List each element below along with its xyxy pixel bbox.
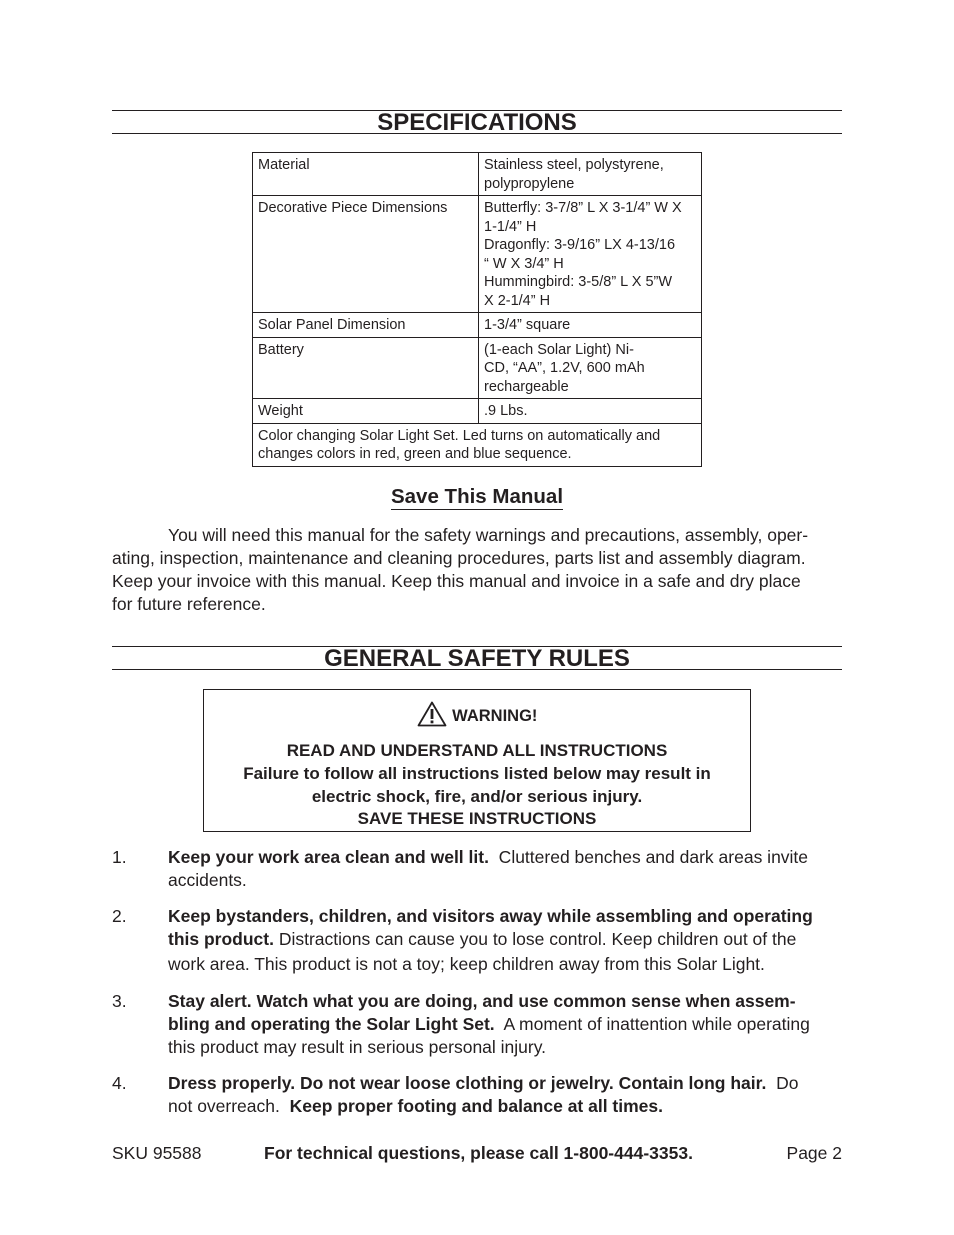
rule-number: 1. [112, 847, 127, 867]
rule-bold-text: this product. [168, 929, 274, 949]
warning-line: Failure to follow all instructions listed below may result in [243, 764, 711, 783]
spec-note-line: changes colors in red, green and blue sequence. [258, 446, 572, 462]
spec-label: Weight [253, 399, 479, 424]
spec-value-line: .9 Lbs. [484, 403, 528, 419]
page-footer [112, 1143, 842, 1167]
spec-value-line: CD, “AA”, 1.2V, 600 mAh [484, 360, 645, 376]
spec-label: Solar Panel Dimension [253, 313, 479, 338]
warning-heading [204, 701, 750, 729]
warning-line: READ AND UNDERSTAND ALL INSTRUCTIONS [286, 741, 668, 760]
warning-line: electric shock, fire, and/or serious injury. [311, 787, 643, 806]
rule-number: 4. [112, 1073, 127, 1093]
paragraph-line: Keep your invoice with this manual. Keep this manual and invoice in a safe and dry place [112, 571, 801, 591]
rule-bold-text: bling and operating the Solar Light Set. [168, 1014, 495, 1034]
rule-text: Distractions can cause you to lose control. Keep children out of the [273, 929, 797, 949]
table-row [253, 153, 702, 196]
warning-box [203, 689, 751, 832]
rule-body [168, 990, 842, 1059]
rule-text: Do [766, 1073, 799, 1093]
spec-value-line: Stainless steel, polystyrene, [484, 157, 664, 173]
rule-bold-text: Stay alert. Watch what you are doing, and use common sense when assem- [168, 991, 796, 1011]
rule-body [168, 846, 842, 892]
spec-value-line: Hummingbird: 3-5/8” L X 5”W [484, 274, 673, 290]
specifications-table [252, 152, 702, 467]
spec-value-line: Dragonfly: 3-9/16” LX 4-13/16 [484, 237, 676, 253]
table-row [253, 337, 702, 399]
spec-value [479, 196, 702, 313]
paragraph-line: You will need this manual for the safety warnings and precautions, assembly, oper- [168, 525, 809, 545]
general-safety-header [112, 646, 842, 670]
save-manual-title: Save This Manual [390, 485, 564, 508]
spec-value-line: rechargeable [484, 378, 569, 395]
spec-value [479, 313, 702, 338]
rule-text: not overreach. [168, 1096, 290, 1116]
rule-number: 3. [112, 991, 127, 1011]
tech-support-text: For technical questions, please call 1-800-444-3353. [264, 1143, 693, 1163]
table-row [253, 423, 702, 466]
rule-body [168, 1072, 842, 1118]
rule-line [168, 928, 842, 951]
spec-label: Material [253, 153, 479, 196]
spec-value-line: polypropylene [484, 175, 575, 192]
save-instructions-text: SAVE THESE INSTRUCTIONS [357, 809, 597, 828]
table-row [253, 196, 702, 313]
rule-line [168, 990, 842, 1013]
table-row [253, 313, 702, 338]
spec-value-line: 1-1/4” H [484, 218, 537, 235]
rule-text: A moment of inattention while operating [494, 1014, 810, 1034]
save-manual-heading [0, 485, 954, 509]
rule-line [168, 1013, 842, 1036]
spec-value-line: X 2-1/4” H [484, 292, 551, 309]
rule-line: accidents. [168, 870, 247, 890]
warning-text [204, 739, 750, 830]
rule-line [168, 1095, 842, 1118]
paragraph-line: for future reference. [112, 594, 266, 614]
spec-label: Battery [253, 337, 479, 399]
page-number: Page 2 [786, 1143, 842, 1163]
spec-value-line: 1-3/4” square [484, 317, 571, 333]
rule-line: this product may result in serious personal injury. [168, 1037, 547, 1057]
save-manual-paragraph [112, 524, 842, 616]
spec-value [479, 153, 702, 196]
spec-note-line: Color changing Solar Light Set. Led turns on automatically and [258, 427, 661, 444]
rule-bold-text: Dress properly. Do not wear loose clothing or jewelry. Contain long hair. [168, 1073, 767, 1093]
warning-triangle-icon [417, 707, 453, 725]
general-safety-title: GENERAL SAFETY RULES [324, 645, 630, 672]
paragraph-line: ating, inspection, maintenance and cleaning procedures, parts list and assembly diagram. [112, 548, 806, 568]
sku-number: SKU 95588 [112, 1143, 202, 1163]
specifications-header [112, 110, 842, 134]
rule-bold-text: Keep bystanders, children, and visitors away while assembling and operating [168, 906, 813, 926]
spec-value [479, 337, 702, 399]
spec-value-line: Butterfly: 3-7/8” L X 3-1/4” W X [484, 200, 682, 216]
rule-number: 2. [112, 906, 127, 926]
warning-label: WARNING! [452, 707, 538, 725]
rule-bold-text: Keep proper footing and balance at all times. [289, 1096, 664, 1116]
rule-body [168, 905, 842, 976]
rule-text: Cluttered benches and dark areas invite [488, 847, 809, 867]
specifications-title: SPECIFICATIONS [377, 109, 577, 136]
table-row [253, 399, 702, 424]
spec-value-line: “ W X 3/4” H [484, 255, 564, 272]
spec-value-line: (1-each Solar Light) Ni- [484, 341, 634, 358]
rule-line [168, 905, 842, 928]
rule-bold-text: Keep your work area clean and well lit. [168, 847, 489, 867]
spec-value [479, 399, 702, 424]
rule-line [168, 1072, 842, 1095]
rule-line [168, 846, 842, 869]
rule-line: work area. This product is not a toy; keep children away from this Solar Light. [168, 954, 765, 974]
spec-note [253, 423, 702, 466]
spec-label: Decorative Piece Dimensions [253, 196, 479, 313]
